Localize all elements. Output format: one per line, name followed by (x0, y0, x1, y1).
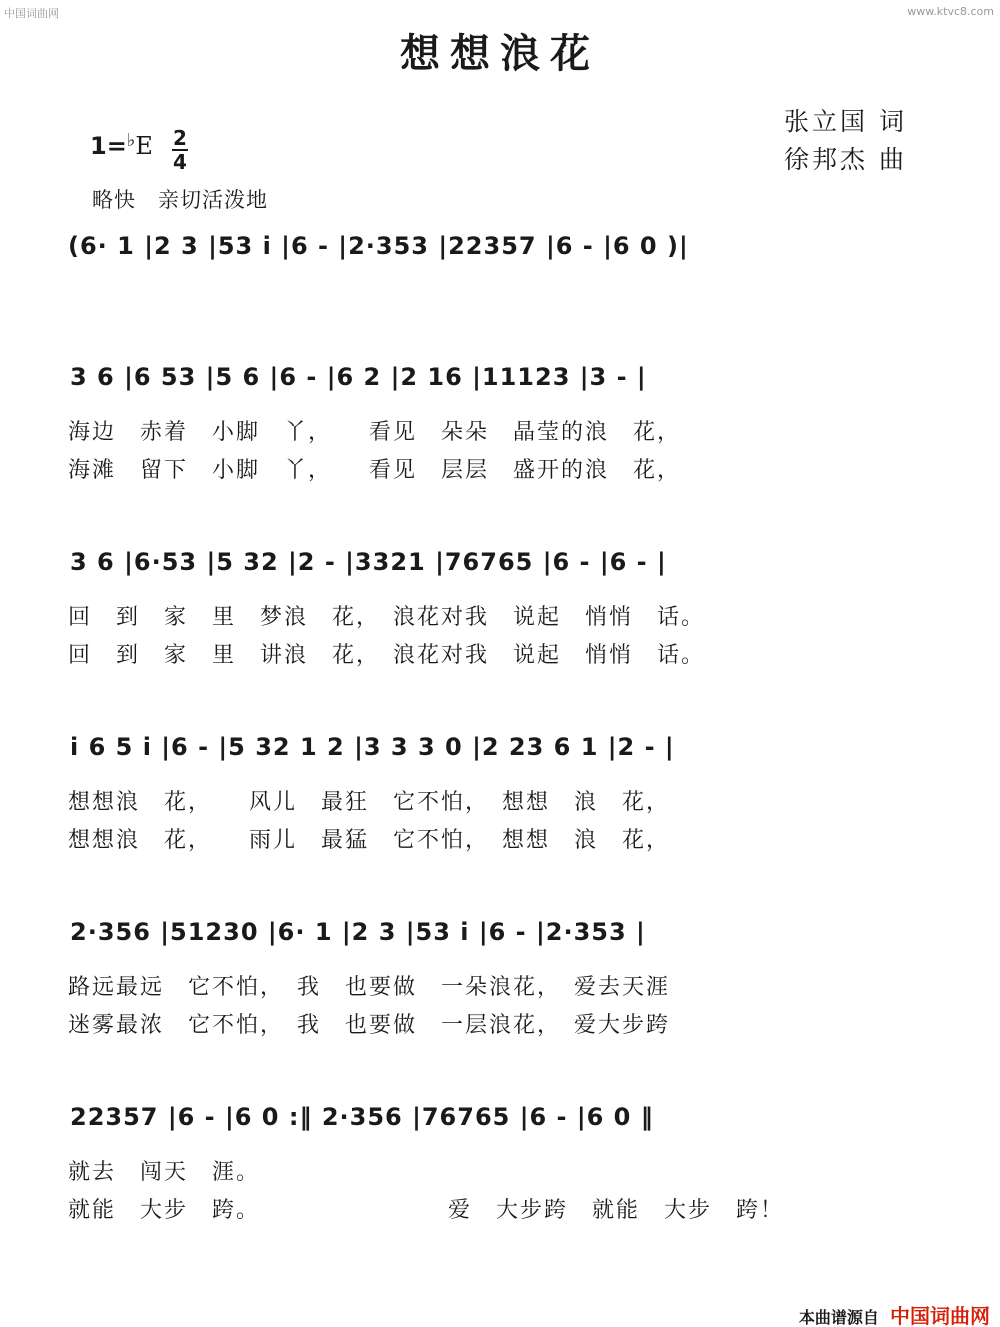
source-credit (799, 1300, 990, 1327)
tempo-marking: 略快 亲切活泼地 (92, 188, 268, 212)
song-title: 想想浪花 (400, 30, 600, 77)
source-brand[interactable]: 中国词曲网 (890, 1304, 990, 1327)
key-signature (90, 132, 153, 160)
time-signature (172, 128, 188, 172)
source-label: 本曲谱源自 (798, 1308, 879, 1327)
flat-symbol: ♭ (126, 130, 136, 151)
lyricist-credit: 张立国 词 (784, 107, 907, 136)
key-note: E (135, 132, 153, 160)
watermark-left: 中国词曲网 (4, 7, 59, 20)
lyric-line-4-verse-2: 想想浪 花， 雨儿 最猛 它不怕， 想想 浪 花， (68, 828, 671, 853)
lyric-line-6-coda: 爱 大步跨 就能 大步 跨！ (448, 1198, 785, 1223)
lyric-line-3-verse-2: 回 到 家 里 讲浪 花， 浪花对我 说起 悄悄 话。 (68, 643, 706, 668)
time-signature-top: 2 (173, 126, 187, 150)
key-prefix: 1= (90, 132, 127, 160)
notation-line-6: 22357 |6 - |6 0 :‖ 2·356 |76765 |6 - |6 0 ‖ (70, 1103, 654, 1131)
notation-line-1: (6· 1 |2 3 |53 i |6 - |2·353 |22357 |6 - |6 0 )| (68, 232, 689, 260)
composer-credit: 徐邦杰 曲 (784, 145, 907, 174)
time-signature-bottom: 4 (173, 150, 187, 174)
watermark-right: www.ktvc8.com (907, 5, 994, 18)
lyric-line-3-verse-1: 回 到 家 里 梦浪 花， 浪花对我 说起 悄悄 话。 (68, 605, 706, 630)
lyric-line-4-verse-1: 想想浪 花， 风儿 最狂 它不怕， 想想 浪 花， (68, 790, 671, 815)
lyric-line-6-verse-1: 就去 闯天 涯。 (68, 1160, 261, 1185)
notation-line-4: i 6 5 i |6 - |5 32 1 2 |3 3 3 0 |2 23 6 1 |2 - | (70, 733, 675, 761)
notation-line-3: 3 6 |6·53 |5 32 |2 - |3321 |76765 |6 - |6 - | (70, 548, 667, 576)
notation-line-5: 2·356 |51230 |6· 1 |2 3 |53 i |6 - |2·353 | (70, 918, 646, 946)
lyric-line-2-verse-1: 海边 赤着 小脚 丫， 看见 朵朵 晶莹的浪 花， (68, 420, 682, 445)
lyric-line-2-verse-2: 海滩 留下 小脚 丫， 看见 层层 盛开的浪 花， (68, 458, 682, 483)
lyric-line-5-verse-2: 迷雾最浓 它不怕， 我 也要做 一层浪花， 爱大步跨 (68, 1013, 671, 1038)
lyric-line-6-verse-2: 就能 大步 跨。 (68, 1198, 261, 1223)
notation-line-2: 3 6 |6 53 |5 6 |6 - |6 2 |2 16 |11123 |3 - | (70, 363, 647, 391)
lyric-line-5-verse-1: 路远最远 它不怕， 我 也要做 一朵浪花， 爱去天涯 (68, 975, 671, 1000)
